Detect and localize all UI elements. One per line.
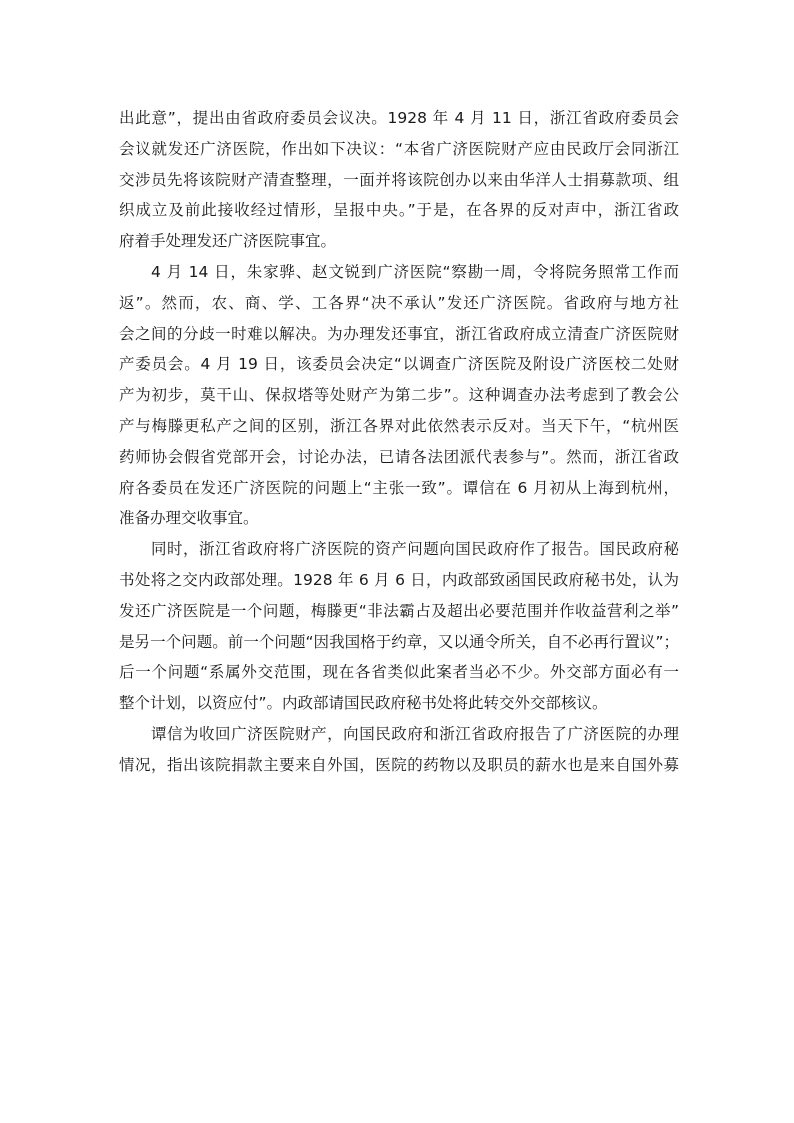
text-line: 产委员会。4 月 19 日，该委员会决定“以调查广济医院及附设广济医校二处财 [119, 355, 679, 374]
text-line: 府各委员在发还广济医院的问题上“主张一致”。谭信在 6 月初从上海到杭州， [119, 478, 679, 497]
text-line: 准备办理交收事宜。 [119, 509, 259, 528]
text-line: 谭信为收回广济医院财产，向国民政府和浙江省政府报告了广济医院的办理 [151, 724, 679, 743]
text-line: 发还广济医院是一个问题，梅滕更“非法霸占及超出必要范围并作收益营利之举” [119, 601, 679, 620]
text-line: 情况，指出该院捐款主要来自外国，医院的药物以及职员的薪水也是来自国外募 [119, 755, 679, 774]
text-line: 织成立及前此接收经过情形，呈报中央。”于是，在各界的反对声中，浙江省政 [119, 201, 679, 220]
text-line: 整个计划，以资应付”。内政部请国民政府秘书处将此转交外交部核议。 [119, 694, 608, 713]
body-text [119, 103, 679, 781]
text-line: 是另一个问题。前一个问题“因我国格于约章，又以通令所关，自不必再行置议”； [119, 632, 679, 651]
paragraph [119, 534, 679, 719]
paragraph [119, 257, 679, 534]
text-line: 4 月 14 日，朱家骅、赵文锐到广济医院“察勘一周，令将院务照常工作而 [151, 262, 679, 281]
text-line: 后一个问题“系属外交范围，现在各省类似此案者当必不少。外交部方面必有一 [119, 663, 679, 682]
text-line: 府着手处理发还广济医院事宜。 [119, 232, 337, 251]
paragraph [119, 103, 679, 257]
text-line: 书处将之交内政部处理。1928 年 6 月 6 日，内政部致函国民政府秘书处，认为 [119, 570, 679, 589]
text-line: 产为初步，莫干山、保叔塔等处财产为第二步”。这种调查办法考虑到了教会公 [119, 386, 679, 405]
text-line: 同时，浙江省政府将广济医院的资产问题向国民政府作了报告。国民政府秘 [151, 540, 679, 559]
text-line: 会议就发还广济医院，作出如下决议：“本省广济医院财产应由民政厅会同浙江 [119, 139, 679, 158]
text-line: 出此意”，提出由省政府委员会议决。1928 年 4 月 11 日，浙江省政府委员会 [119, 109, 679, 127]
text-line: 药师协会假省党部开会，讨论办法，已请各法团派代表参与”。然而，浙江省政 [119, 447, 679, 466]
paragraph [119, 719, 679, 781]
text-line: 产与梅滕更私产之间的区别，浙江各界对此依然表示反对。当天下午，“杭州医 [119, 416, 679, 435]
text-line: 交涉员先将该院财产清查整理，一面并将该院创办以来由华洋人士捐募款项、组 [119, 170, 679, 189]
text-line: 会之间的分歧一时难以解决。为办理发还事宜，浙江省政府成立清查广济医院财 [119, 324, 679, 343]
text-line: 返”。然而，农、商、学、工各界“决不承认”发还广济医院。省政府与地方社 [119, 293, 679, 312]
